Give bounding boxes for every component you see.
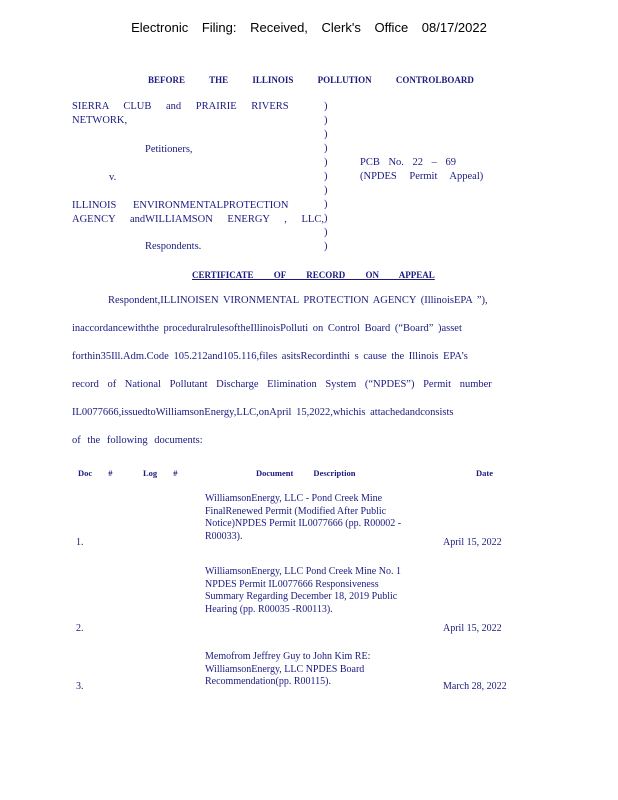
header-date: Date	[476, 468, 493, 478]
respondents-line-2: AGENCY andWILLIAMSON ENERGY , LLC,	[72, 214, 324, 225]
petitioners-line-2: NETWORK,	[72, 115, 128, 126]
table-row-2-number: 2.	[76, 623, 84, 634]
certificate-line-6: of the following documents:	[72, 435, 203, 446]
certificate-line-5: IL0077666,issuedtoWilliamsonEnergy,LLC,onApril 15,2022,whichis attachedandconsists	[72, 407, 454, 418]
petitioners-line-1: SIERRA CLUB and PRAIRIE RIVERS	[72, 101, 289, 112]
petitioners-label: Petitioners,	[145, 144, 193, 155]
table-row-3-description: Memofrom Jeffrey Guy to John Kim RE: WilliamsonEnergy, LLC NPDES Board Recommendation(pp. R00115).	[205, 651, 371, 687]
table-row-1-description: WilliamsonEnergy, LLC - Pond Creek Mine FinalRenewed Permit (Modified After Public Notice)NPDES Permit IL0077666 (pp. R00002 -R00033).	[205, 493, 402, 542]
table-row-2-description: WilliamsonEnergy, LLC Pond Creek Mine No. 1 NPDES Permit IL0077666 Responsiveness Summary Regarding December 18, 2019 Public Hearing (pp. R00035 -R00113).	[205, 566, 401, 615]
court-name: BEFORE THE ILLINOIS POLLUTION CONTROLBOARD	[148, 75, 474, 85]
case-type: (NPDES Permit Appeal)	[360, 171, 484, 182]
certificate-line-1: Respondent,ILLINOISEN VIRONMENTAL PROTECTION AGENCY (IllinoisEPA ”),	[108, 295, 488, 306]
header-doc-number: Doc #	[78, 468, 113, 478]
certificate-line-2: inaccordancewiththe proceduralrulesoftheIllinoisPolluti on Control Board (“Board” )asset	[72, 323, 462, 334]
versus: v.	[109, 172, 117, 183]
table-row-1-number: 1.	[76, 537, 84, 548]
table-row-3-number: 3.	[76, 681, 84, 692]
certificate-title: CERTIFICATE OF RECORD ON APPEAL	[192, 270, 435, 280]
table-row-2-date: April 15, 2022	[443, 623, 502, 634]
certificate-line-3: forthin35Ill.Adm.Code 105.212and105.116,files asitsRecordinthi s cause the Illinois EPA’s	[72, 351, 468, 362]
header-log-number: Log #	[143, 468, 178, 478]
table-row-1-date: April 15, 2022	[443, 537, 502, 548]
respondents-line-1: ILLINOIS ENVIRONMENTALPROTECTION	[72, 200, 289, 211]
respondents-label: Respondents.	[145, 241, 202, 252]
certificate-line-4: record of National Pollutant Discharge Elimination System (“NPDES”) Permit number	[72, 379, 492, 390]
table-row-3-date: March 28, 2022	[443, 681, 507, 692]
case-number: PCB No. 22 – 69	[360, 157, 457, 168]
header-description: Document Description	[256, 468, 356, 478]
filing-stamp: Electronic Filing: Received, Clerk's Office 08/17/2022	[131, 20, 487, 35]
caption-parenthesis-divider: ) ) ) ) ) ) ) ) ) ) )	[324, 101, 328, 252]
